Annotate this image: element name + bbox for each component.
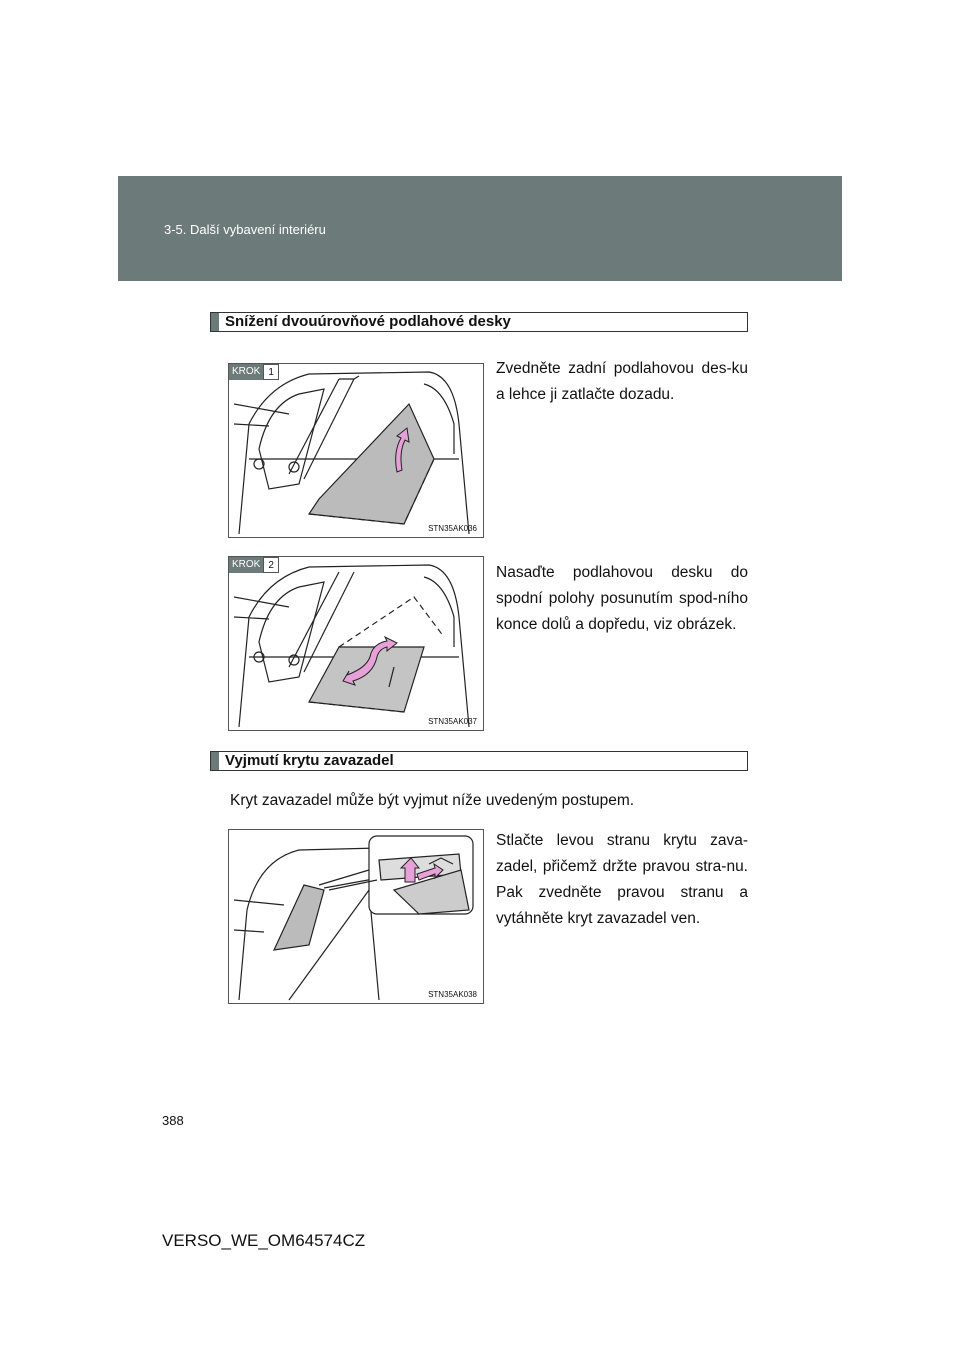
heading-accent-bar [211,313,219,331]
section-breadcrumb: 3-5. Další vybavení interiéru [164,222,326,237]
cargo-cover-illustration [229,830,484,1004]
section-heading-lowering-floor [210,312,748,332]
step-label-1 [229,364,279,380]
heading-accent-bar [211,752,219,770]
header-band [118,176,842,281]
page-number: 388 [162,1113,184,1128]
figure-cargo-cover [228,829,484,1004]
trunk-illustration-1 [229,364,484,538]
document-code: VERSO_WE_OM64574CZ [162,1231,366,1250]
heading-text: Vyjmutí krytu zavazadel [225,752,394,769]
section-heading-cargo-cover [210,751,748,771]
figure-code: STN35AK038 [428,990,477,999]
figure-code: STN35AK036 [428,524,477,533]
step-1-text: Zvedněte zadní podlahovou des-ku a lehce ji zatlačte dozadu. [496,360,748,403]
step-2-text: Nasaďte podlahovou desku do spodní polohy posunutím spod-ního konce dolů a dopředu, viz obrázek. [496,564,748,633]
heading-text: Snížení dvouúrovňové podlahové desky [225,313,511,330]
figure-step-1 [228,363,484,538]
step-number: 2 [263,557,279,573]
step-label-2 [229,557,279,573]
cargo-cover-text: Stlačte levou stranu krytu zava-zadel, přičemž držte pravou stra-nu. Pak zvedněte pravou stranu a vytáhněte kryt zavazadel ven. [496,832,748,927]
trunk-illustration-2 [229,557,484,731]
figure-code: STN35AK037 [428,717,477,726]
step-word: KROK [229,364,263,380]
step-number: 1 [263,364,279,380]
step-word: KROK [229,557,263,573]
section-2-intro: Kryt zavazadel může být vyjmut níže uvedeným postupem. [230,792,635,809]
figure-step-2 [228,556,484,731]
